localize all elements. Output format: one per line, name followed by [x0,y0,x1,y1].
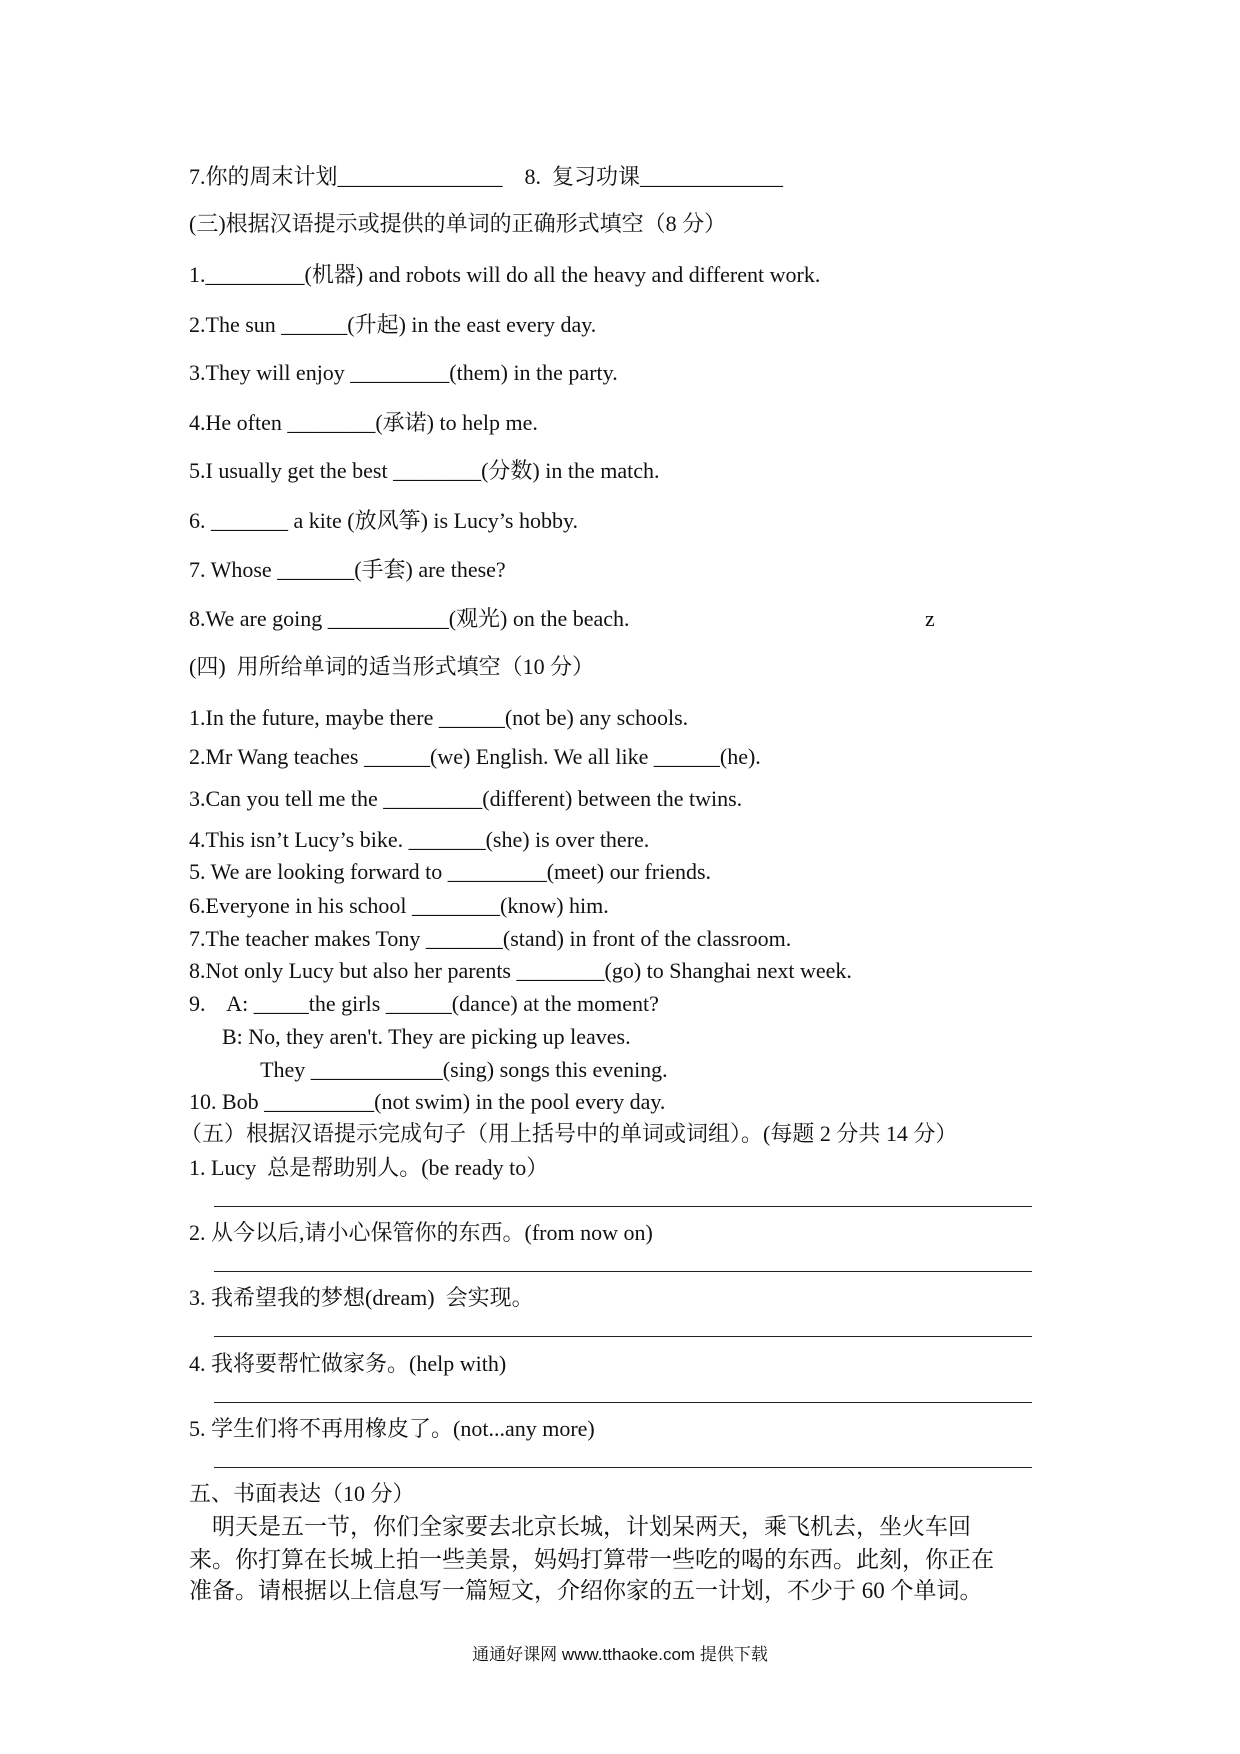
writing-heading: 五、书面表达（10 分） [189,1481,415,1506]
question: 5. 学生们将不再用橡皮了。(not...any more) [189,1416,595,1441]
question: 5.I usually get the best ________(分数) in the match. [189,458,660,483]
question: 10. Bob __________(not swim) in the pool every day. [189,1089,666,1114]
section-4-heading: (四) 用所给单词的适当形式填空（10 分） [189,654,595,679]
question: 1.In the future, maybe there ______(not be) any schools. [189,705,689,730]
question: B: No, they aren't. They are picking up leaves. [189,1024,631,1049]
question: 5. We are looking forward to _________(meet) our friends. [189,859,712,884]
writing-prompt-line: 来。你打算在长城上拍一些美景，妈妈打算带一些吃的喝的东西。此刻，你正在 [189,1547,994,1572]
question: 3.They will enjoy _________(them) in the party. [189,360,618,385]
section-3-heading: (三)根据汉语提示或提供的单词的正确形式填空（8 分） [189,211,727,236]
question: They ____________(sing) songs this evening. [189,1057,668,1082]
answer-line [214,1467,1032,1468]
question: 7.The teacher makes Tony _______(stand) in front of the classroom. [189,926,792,951]
question: 8.We are going ___________(观光) on the beach. [189,606,630,631]
question: 7. Whose _______(手套) are these? [189,557,506,582]
question: 2.The sun ______(升起) in the east every day. [189,312,597,337]
question: 4.This isn’t Lucy’s bike. _______(she) is over there. [189,827,650,852]
question: 3. 我希望我的梦想(dream) 会实现。 [189,1285,534,1310]
question: 6.Everyone in his school ________(know) him. [189,893,609,918]
question: 3.Can you tell me the _________(different) between the twins. [189,786,743,811]
question: 1. Lucy 总是帮助别人。(be ready to） [189,1155,549,1180]
section-5-heading: （五）根据汉语提示完成句子（用上括号中的单词或词组）。(每题 2 分共 14 分） [180,1121,958,1146]
question: 1._________(机器) and robots will do all the heavy and different work. [189,262,821,287]
question: 6. _______ a kite (放风筝) is Lucy’s hobby. [189,508,579,533]
question: 2.Mr Wang teaches ______(we) English. We all like ______(he). [189,744,761,769]
answer-line [214,1206,1032,1207]
writing-prompt-line: 准备。请根据以上信息写一篇短文，介绍你家的五一计划，不少于 60 个单词。 [189,1578,983,1603]
vocab-line-7-8: 7.你的周末计划_______________ 8. 复习功课_____________ [189,164,784,189]
writing-prompt-line: 明天是五一节，你们全家要去北京长城，计划呆两天，乘飞机去，坐火车回 [189,1514,971,1539]
footer-watermark: 通通好课网 www.tthaoke.com 提供下载 [472,1645,768,1664]
answer-line [214,1271,1032,1272]
question: 9. A: _____the girls ______(dance) at the moment? [189,991,659,1016]
question: 4. 我将要帮忙做家务。(help with) [189,1351,507,1376]
question: 4.He often ________(承诺) to help me. [189,410,538,435]
answer-line [214,1336,1032,1337]
stray-mark: z [925,606,935,631]
answer-line [214,1402,1032,1403]
question: 2. 从今以后,请小心保管你的东西。(from now on) [189,1220,653,1245]
question: 8.Not only Lucy but also her parents ________(go) to Shanghai next week. [189,958,852,983]
